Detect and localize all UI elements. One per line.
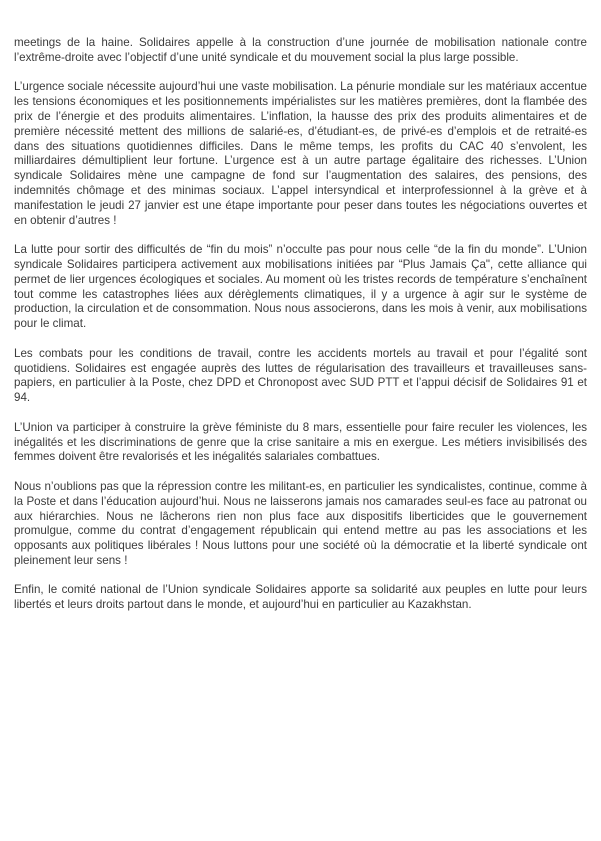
paragraph: meetings de la haine. Solidaires appelle à la construction d’une journée de mobilisation nationale contre l’extrême-droite avec l’objectif d’une unité syndicale et du mouvement social la plus large possible. (14, 36, 587, 64)
paragraph: La lutte pour sortir des difficultés de “fin du mois” n’occulte pas pour nous celle “de la fin du monde”. L’Union syndicale Solidaires participera activement aux mobilisations initiées par “Plus Jamais Ça", cette alliance qui permet de lier urgences écologiques et sociales. Au moment où les tristes records de température s’enchaînent tout comme les catastrophes liées aux dérèglements climatiques, il y a urgence à agir sur le système de production, la circulation et de consommation. Nous nous associerons, dans les mois à venir, aux mobilisations pour le climat. (14, 243, 587, 331)
paragraph: Enfin, le comité national de l’Union syndicale Solidaires apporte sa solidarité aux peuples en lutte pour leurs libertés et leurs droits partout dans le monde, et aujourd’hui en particulier au Kazakhstan. (14, 583, 587, 612)
paragraph: Les combats pour les conditions de travail, contre les accidents mortels au travail et pour l’égalité sont quotidiens. Solidaires est engagée auprès des luttes de régularisation des travailleurs et travailleuses sans-papiers, en particulier à la Poste, chez DPD et Chronopost avec SUD PTT et l’appui décisif de Solidaires 91 et 94. (14, 346, 587, 405)
document-text (14, 36, 587, 613)
paragraph: Nous n’oublions pas que la répression contre les militant-es, en particulier les syndicalistes, continue, comme à la Poste et dans l’éducation aujourd’hui. Nous ne laisserons jamais nos camarades seul-es face au patronat ou aux hiérarchies. Nous ne lâcherons rien non plus face aux dispositifs liberticides que le gouvernement promulgue, comme du contrat d’engagement républicain qui entend mettre au pas les associations et les opposants aux politiques libérales ! Nous luttons pour une société où la démocratie et la liberté syndicale ont pleinement leur sens ! (14, 479, 587, 567)
paragraph: L’urgence sociale nécessite aujourd’hui une vaste mobilisation. La pénurie mondiale sur les matériaux accentue les tensions économiques et les positionnements impérialistes sur les matières premières, dont la flambée des prix de l’énergie et des produits alimentaires. L’inflation, la hausse des prix des produits alimentaires et de première nécessité mettent des millions de salarié-es, d’étudiant-es, de privé-es d’emplois et de retraité-es dans des situations quotidiennes difficiles. Dans le même temps, les profits du CAC 40 s’envolent, les milliardaires démultiplient leur fortune. L’urgence est à un autre partage égalitaire des richesses. L’Union syndicale Solidaires mène une campagne de fond sur l’augmentation des salaires, des pensions, des indemnités chômage et des minimas sociaux. L’appel intersyndical et interprofessionnel à la grève et à manifestation le jeudi 27 janvier est une étape importante pour peser dans toutes les négociations ouvertes et en obtenir d’autres ! (14, 80, 587, 227)
paragraph: L’Union va participer à construire la grève féministe du 8 mars, essentielle pour faire reculer les violences, les inégalités et les discriminations de genre que la crise sanitaire a mis en exergue. Les métiers invisibilisés des femmes doivent être revalorisés et les inégalités salariales combattues. (14, 420, 587, 464)
